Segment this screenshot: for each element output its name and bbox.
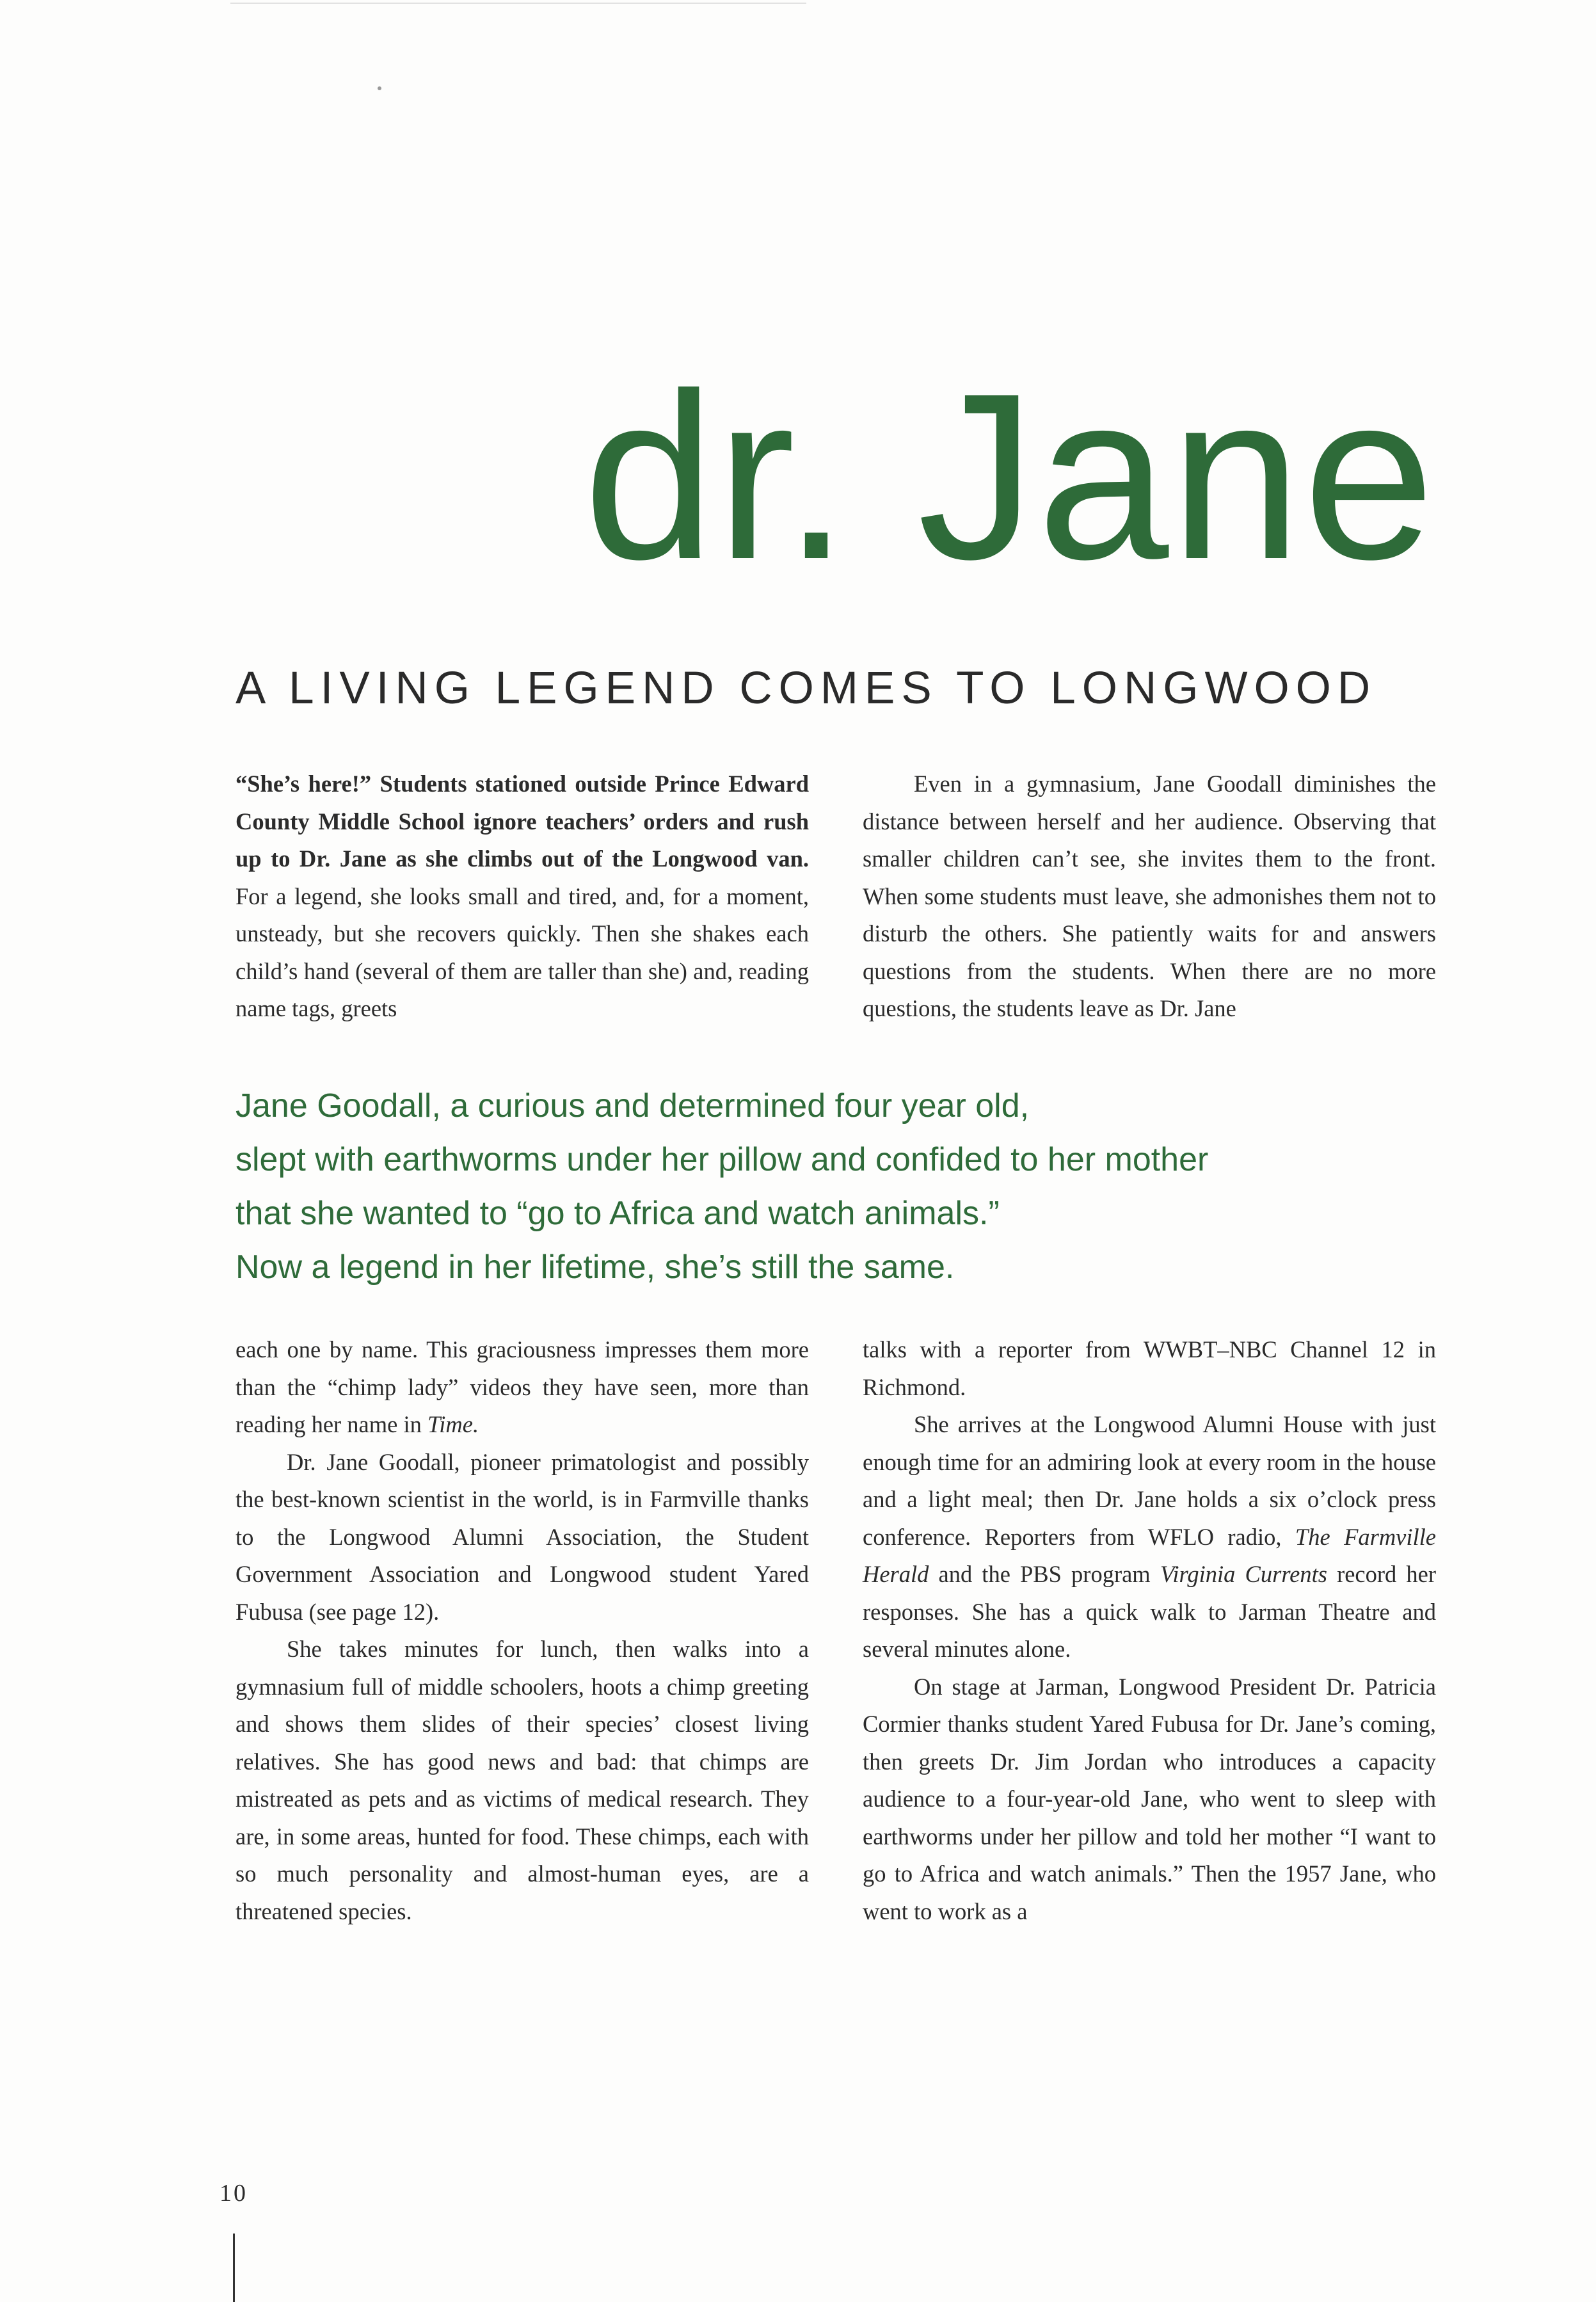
pull-quote-line: Now a legend in her lifetime, she’s still the same. bbox=[235, 1249, 955, 1286]
body-paragraph: She takes minutes for lunch, then walks into a gymnasium full of middle schoolers, hoots a chimp greeting and shows them slides of their species’ closest living relatives. She has good news and bad: that chimps are mistreated as pets and as victims of medical research. They are, in some areas, hunted for food. These chimps, each with so much personality and almost-human eyes, are a threatened species. bbox=[235, 1636, 809, 1924]
publication-name: The Farmville Herald bbox=[863, 1523, 1437, 1587]
intro-paragraph-left bbox=[235, 765, 809, 1028]
publication-name: Time. bbox=[427, 1411, 479, 1437]
page-number-rule bbox=[233, 2234, 235, 2302]
intro-lead-bold: “She’s here!” Students stationed outside Prince Edward County Middle School ignore teachers’ orders and rush up to Dr. Jane as she climbs out of the Longwood van. bbox=[235, 771, 809, 872]
intro-column-left bbox=[235, 765, 809, 1028]
pull-quote bbox=[235, 1079, 1323, 1294]
program-name: Virginia Currents bbox=[1160, 1561, 1327, 1587]
intro-paragraph-right: Even in a gymnasium, Jane Goodall diminishes the distance between herself and her audience. Observing that smaller children can’t see, she invites them to the front. When some students must leave, she admonishes them not to disturb the others. She patiently waits for and answers questions from the students. When there are no more questions, the students leave as Dr. Jane bbox=[863, 771, 1436, 1021]
pull-quote-line: Jane Goodall, a curious and determined four year old, bbox=[235, 1087, 1030, 1124]
top-edge-rule bbox=[230, 3, 806, 4]
page-number: 10 bbox=[219, 2180, 248, 2207]
body-text: and the PBS program bbox=[929, 1561, 1160, 1587]
body-paragraph bbox=[235, 1331, 809, 1444]
body-text: She arrives at the Longwood Alumni House with just enough time for an admiring look at every room in the house and a light meal; then Dr. Jane holds a six o’clock press conference. Reporters from WFLO radio, bbox=[863, 1411, 1436, 1550]
body-column-left bbox=[235, 1331, 809, 1930]
body-paragraph: Dr. Jane Goodall, pioneer primatologist and possibly the best-known scientist in the world, is in Farmville thanks to the Longwood Alumni Association, the Student Government Association and Longwood student Yared Fubusa (see page 12). bbox=[235, 1448, 809, 1625]
body-column-right bbox=[863, 1331, 1436, 1930]
body-paragraph: talks with a reporter from WWBT–NBC Channel 12 in Richmond. bbox=[863, 1336, 1436, 1400]
article-subtitle: A LIVING LEGEND COMES TO LONGWOOD bbox=[235, 663, 1377, 714]
body-paragraph: On stage at Jarman, Longwood President Dr. Patricia Cormier thanks student Yared Fubusa for Dr. Jane’s coming, then greets Dr. Jim Jordan who introduces a capacity audience to a four-year-old Jane, who went to sleep with earthworms under her pillow and told her mother “I want to go to Africa and watch animals.” Then the 1957 Jane, who went to work as a bbox=[863, 1673, 1436, 1924]
body-text: each one by name. This graciousness impresses them more than the “chimp lady” videos they have seen, more than reading her name in bbox=[235, 1336, 809, 1437]
paper-speck bbox=[378, 86, 381, 90]
intro-lead-rest: For a legend, she looks small and tired, and, for a moment, unsteady, but she recovers quickly. Then she shakes each child’s hand (several of them are taller than she) and, reading name tags, greets bbox=[235, 883, 809, 1021]
intro-column-right bbox=[863, 765, 1436, 1028]
body-text: record her responses. She has a quick walk to Jarman Theatre and several minutes alone. bbox=[863, 1561, 1436, 1662]
body-paragraph bbox=[863, 1406, 1436, 1668]
pull-quote-line: slept with earthworms under her pillow and confided to her mother bbox=[235, 1141, 1209, 1178]
pull-quote-line: that she wanted to “go to Africa and watch animals.” bbox=[235, 1195, 1000, 1232]
article-title: dr. Jane bbox=[583, 344, 1436, 609]
